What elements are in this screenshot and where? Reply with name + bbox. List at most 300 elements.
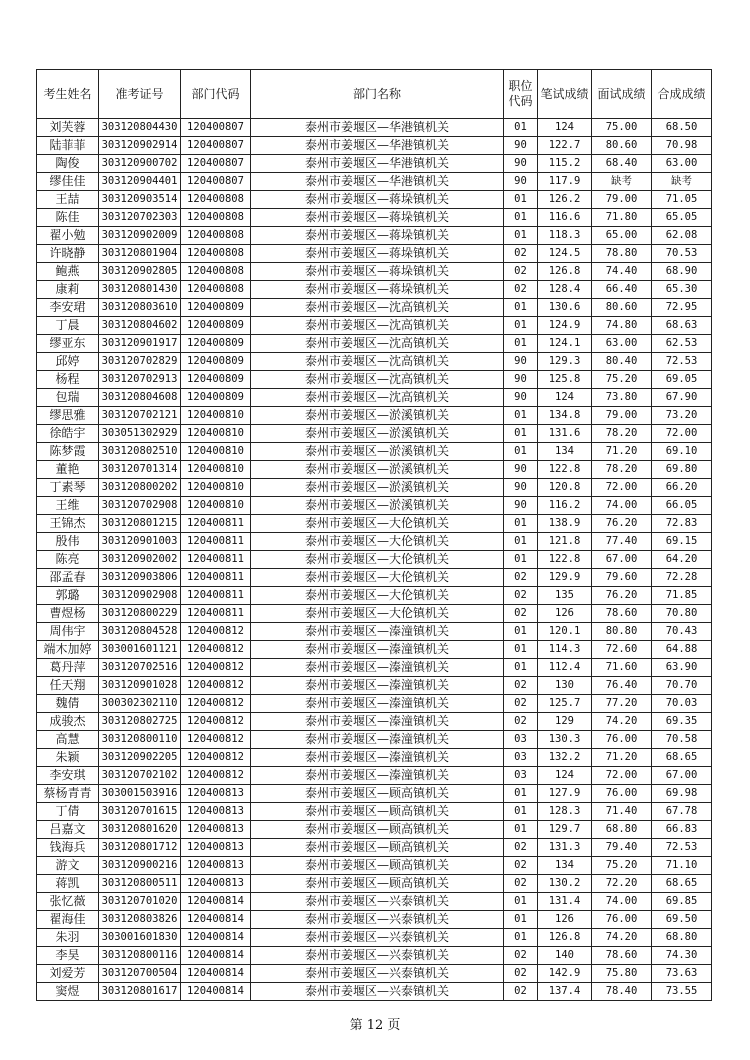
score-table-container	[36, 69, 712, 1001]
cell-position-code: 90	[504, 137, 538, 155]
cell-dept-name: 泰州市姜堰区—溱潼镇机关	[251, 641, 504, 659]
cell-written-score: 129	[538, 713, 592, 731]
cell-dept-code: 120400808	[181, 281, 251, 299]
table-row	[37, 587, 712, 605]
cell-written-score: 137.4	[538, 983, 592, 1001]
cell-position-code: 01	[504, 659, 538, 677]
cell-written-score: 126.8	[538, 263, 592, 281]
cell-exam-id: 303120804430	[99, 119, 181, 137]
cell-dept-code: 120400809	[181, 353, 251, 371]
cell-total-score: 70.03	[652, 695, 712, 713]
cell-interview-score: 71.40	[592, 803, 652, 821]
cell-interview-score: 74.80	[592, 317, 652, 335]
cell-dept-name: 泰州市姜堰区—华港镇机关	[251, 137, 504, 155]
cell-exam-id: 303120800116	[99, 947, 181, 965]
cell-exam-id: 303120901917	[99, 335, 181, 353]
cell-written-score: 130.6	[538, 299, 592, 317]
cell-position-code: 02	[504, 569, 538, 587]
cell-total-score: 69.80	[652, 461, 712, 479]
cell-dept-name: 泰州市姜堰区—兴泰镇机关	[251, 965, 504, 983]
cell-name: 周伟宇	[37, 623, 99, 641]
cell-dept-code: 120400811	[181, 605, 251, 623]
cell-exam-id: 303120702913	[99, 371, 181, 389]
cell-dept-name: 泰州市姜堰区—大伦镇机关	[251, 551, 504, 569]
cell-dept-code: 120400807	[181, 173, 251, 191]
table-row	[37, 947, 712, 965]
table-row	[37, 731, 712, 749]
table-row	[37, 299, 712, 317]
cell-dept-name: 泰州市姜堰区—溱潼镇机关	[251, 695, 504, 713]
cell-exam-id: 303120702516	[99, 659, 181, 677]
cell-written-score: 112.4	[538, 659, 592, 677]
cell-exam-id: 303120801215	[99, 515, 181, 533]
cell-position-code: 90	[504, 155, 538, 173]
cell-position-code: 01	[504, 191, 538, 209]
cell-total-score: 69.05	[652, 371, 712, 389]
cell-position-code: 90	[504, 353, 538, 371]
table-row	[37, 857, 712, 875]
cell-written-score: 142.9	[538, 965, 592, 983]
table-row	[37, 119, 712, 137]
cell-total-score: 69.35	[652, 713, 712, 731]
cell-written-score: 126	[538, 605, 592, 623]
cell-name: 张忆薇	[37, 893, 99, 911]
cell-interview-score: 63.00	[592, 335, 652, 353]
cell-name: 李安珺	[37, 299, 99, 317]
cell-exam-id: 303120903514	[99, 191, 181, 209]
cell-dept-code: 120400813	[181, 875, 251, 893]
table-row	[37, 533, 712, 551]
cell-total-score: 64.88	[652, 641, 712, 659]
cell-dept-name: 泰州市姜堰区—华港镇机关	[251, 155, 504, 173]
cell-total-score: 72.28	[652, 569, 712, 587]
table-row	[37, 191, 712, 209]
cell-dept-name: 泰州市姜堰区—溱潼镇机关	[251, 767, 504, 785]
cell-name: 邵孟春	[37, 569, 99, 587]
cell-dept-code: 120400812	[181, 677, 251, 695]
table-row	[37, 155, 712, 173]
cell-interview-score: 80.80	[592, 623, 652, 641]
cell-interview-score: 76.20	[592, 515, 652, 533]
cell-dept-code: 120400812	[181, 623, 251, 641]
cell-position-code: 01	[504, 317, 538, 335]
table-row	[37, 425, 712, 443]
cell-name: 杨程	[37, 371, 99, 389]
cell-name: 董艳	[37, 461, 99, 479]
cell-position-code: 01	[504, 551, 538, 569]
cell-written-score: 114.3	[538, 641, 592, 659]
cell-interview-score: 78.60	[592, 947, 652, 965]
cell-name: 陆菲菲	[37, 137, 99, 155]
cell-total-score: 69.85	[652, 893, 712, 911]
cell-total-score: 67.90	[652, 389, 712, 407]
cell-position-code: 01	[504, 911, 538, 929]
cell-interview-score: 73.80	[592, 389, 652, 407]
cell-dept-code: 120400812	[181, 713, 251, 731]
table-row	[37, 785, 712, 803]
cell-dept-code: 120400812	[181, 731, 251, 749]
table-row	[37, 335, 712, 353]
cell-dept-name: 泰州市姜堰区—顾高镇机关	[251, 839, 504, 857]
cell-written-score: 126	[538, 911, 592, 929]
cell-interview-score: 65.00	[592, 227, 652, 245]
cell-written-score: 129.9	[538, 569, 592, 587]
cell-interview-score: 78.80	[592, 245, 652, 263]
cell-dept-name: 泰州市姜堰区—淤溪镇机关	[251, 461, 504, 479]
cell-interview-score: 78.40	[592, 983, 652, 1001]
cell-exam-id: 303120901003	[99, 533, 181, 551]
cell-dept-code: 120400813	[181, 785, 251, 803]
cell-dept-code: 120400812	[181, 695, 251, 713]
cell-dept-name: 泰州市姜堰区—顾高镇机关	[251, 821, 504, 839]
cell-name: 曹煜杨	[37, 605, 99, 623]
cell-dept-code: 120400813	[181, 821, 251, 839]
header-name: 考生姓名	[37, 70, 99, 119]
cell-total-score: 70.98	[652, 137, 712, 155]
cell-name: 钱海兵	[37, 839, 99, 857]
cell-dept-code: 120400807	[181, 137, 251, 155]
table-row	[37, 569, 712, 587]
cell-interview-score: 66.40	[592, 281, 652, 299]
cell-position-code: 01	[504, 623, 538, 641]
cell-dept-name: 泰州市姜堰区—淤溪镇机关	[251, 425, 504, 443]
cell-name: 陈亮	[37, 551, 99, 569]
cell-dept-code: 120400812	[181, 641, 251, 659]
table-row	[37, 263, 712, 281]
cell-name: 徐皓宇	[37, 425, 99, 443]
cell-written-score: 131.3	[538, 839, 592, 857]
cell-written-score: 124	[538, 389, 592, 407]
cell-name: 刘爱芳	[37, 965, 99, 983]
cell-written-score: 135	[538, 587, 592, 605]
cell-position-code: 03	[504, 749, 538, 767]
cell-total-score: 65.30	[652, 281, 712, 299]
cell-exam-id: 303120902205	[99, 749, 181, 767]
cell-written-score: 122.8	[538, 461, 592, 479]
cell-interview-score: 72.20	[592, 875, 652, 893]
cell-total-score: 66.20	[652, 479, 712, 497]
cell-dept-code: 120400808	[181, 263, 251, 281]
table-row	[37, 389, 712, 407]
cell-dept-name: 泰州市姜堰区—溱潼镇机关	[251, 713, 504, 731]
cell-exam-id: 303120701314	[99, 461, 181, 479]
cell-total-score: 73.63	[652, 965, 712, 983]
cell-name: 缪思雅	[37, 407, 99, 425]
cell-name: 包瑞	[37, 389, 99, 407]
cell-written-score: 130	[538, 677, 592, 695]
page-number: 第 12 页	[349, 1018, 401, 1033]
cell-interview-score: 72.00	[592, 767, 652, 785]
cell-total-score: 68.63	[652, 317, 712, 335]
cell-written-score: 125.7	[538, 695, 592, 713]
cell-interview-score: 71.80	[592, 209, 652, 227]
cell-dept-code: 120400808	[181, 245, 251, 263]
cell-total-score: 73.20	[652, 407, 712, 425]
table-row	[37, 551, 712, 569]
cell-written-score: 120.1	[538, 623, 592, 641]
cell-dept-code: 120400809	[181, 299, 251, 317]
cell-dept-code: 120400814	[181, 983, 251, 1001]
cell-interview-score: 78.20	[592, 461, 652, 479]
cell-dept-code: 120400814	[181, 965, 251, 983]
cell-dept-name: 泰州市姜堰区—兴泰镇机关	[251, 929, 504, 947]
cell-name: 李昊	[37, 947, 99, 965]
cell-name: 许晓静	[37, 245, 99, 263]
cell-exam-id: 303120801430	[99, 281, 181, 299]
cell-exam-id: 300302302110	[99, 695, 181, 713]
cell-dept-name: 泰州市姜堰区—沈高镇机关	[251, 299, 504, 317]
cell-exam-id: 303001601830	[99, 929, 181, 947]
cell-interview-score: 77.40	[592, 533, 652, 551]
cell-position-code: 02	[504, 263, 538, 281]
cell-position-code: 02	[504, 857, 538, 875]
cell-written-score: 116.2	[538, 497, 592, 515]
cell-interview-score: 74.40	[592, 263, 652, 281]
cell-position-code: 01	[504, 533, 538, 551]
cell-position-code: 90	[504, 389, 538, 407]
cell-position-code: 02	[504, 965, 538, 983]
table-row	[37, 227, 712, 245]
cell-interview-score: 79.00	[592, 407, 652, 425]
cell-interview-score: 76.00	[592, 731, 652, 749]
cell-interview-score: 76.00	[592, 911, 652, 929]
table-row	[37, 371, 712, 389]
cell-interview-score: 78.60	[592, 605, 652, 623]
cell-interview-score: 71.20	[592, 443, 652, 461]
cell-total-score: 74.30	[652, 947, 712, 965]
cell-total-score: 66.05	[652, 497, 712, 515]
cell-position-code: 03	[504, 767, 538, 785]
cell-written-score: 134.8	[538, 407, 592, 425]
cell-total-score: 67.78	[652, 803, 712, 821]
cell-total-score: 62.08	[652, 227, 712, 245]
cell-position-code: 01	[504, 929, 538, 947]
cell-dept-name: 泰州市姜堰区—蒋垛镇机关	[251, 263, 504, 281]
cell-total-score: 68.90	[652, 263, 712, 281]
cell-name: 丁倩	[37, 803, 99, 821]
cell-dept-name: 泰州市姜堰区—溱潼镇机关	[251, 659, 504, 677]
cell-exam-id: 303120902908	[99, 587, 181, 605]
table-row	[37, 281, 712, 299]
cell-exam-id: 303120902009	[99, 227, 181, 245]
cell-name: 陈梦霞	[37, 443, 99, 461]
cell-exam-id: 303120800202	[99, 479, 181, 497]
cell-position-code: 01	[504, 425, 538, 443]
cell-name: 陶俊	[37, 155, 99, 173]
cell-interview-score: 80.40	[592, 353, 652, 371]
cell-interview-score: 78.20	[592, 425, 652, 443]
cell-position-code: 01	[504, 893, 538, 911]
cell-name: 蒋凯	[37, 875, 99, 893]
cell-dept-code: 120400810	[181, 425, 251, 443]
cell-total-score: 70.53	[652, 245, 712, 263]
cell-name: 魏倩	[37, 695, 99, 713]
cell-total-score: 70.43	[652, 623, 712, 641]
table-row	[37, 749, 712, 767]
table-row	[37, 209, 712, 227]
cell-name: 郭璐	[37, 587, 99, 605]
cell-name: 康莉	[37, 281, 99, 299]
cell-position-code: 02	[504, 839, 538, 857]
cell-total-score: 68.65	[652, 875, 712, 893]
cell-written-score: 126.2	[538, 191, 592, 209]
cell-exam-id: 303120902805	[99, 263, 181, 281]
cell-position-code: 02	[504, 281, 538, 299]
cell-interview-score: 72.60	[592, 641, 652, 659]
cell-dept-code: 120400812	[181, 767, 251, 785]
cell-dept-name: 泰州市姜堰区—顾高镇机关	[251, 785, 504, 803]
cell-dept-name: 泰州市姜堰区—顾高镇机关	[251, 875, 504, 893]
header-written-score: 笔试成绩	[538, 70, 592, 119]
cell-written-score: 138.9	[538, 515, 592, 533]
cell-written-score: 128.4	[538, 281, 592, 299]
cell-position-code: 90	[504, 461, 538, 479]
cell-interview-score: 71.60	[592, 659, 652, 677]
cell-dept-code: 120400811	[181, 551, 251, 569]
cell-interview-score: 75.80	[592, 965, 652, 983]
cell-interview-score: 77.20	[592, 695, 652, 713]
cell-position-code: 01	[504, 335, 538, 353]
cell-exam-id: 303120702829	[99, 353, 181, 371]
cell-written-score: 140	[538, 947, 592, 965]
cell-dept-code: 120400810	[181, 407, 251, 425]
cell-name: 游文	[37, 857, 99, 875]
cell-name: 刘芙蓉	[37, 119, 99, 137]
cell-dept-code: 120400810	[181, 497, 251, 515]
cell-position-code: 02	[504, 587, 538, 605]
cell-written-score: 126.8	[538, 929, 592, 947]
cell-written-score: 131.4	[538, 893, 592, 911]
cell-written-score: 129.7	[538, 821, 592, 839]
cell-name: 邱婷	[37, 353, 99, 371]
cell-total-score: 71.10	[652, 857, 712, 875]
cell-dept-name: 泰州市姜堰区—溱潼镇机关	[251, 677, 504, 695]
cell-dept-name: 泰州市姜堰区—溱潼镇机关	[251, 749, 504, 767]
cell-name: 缪亚东	[37, 335, 99, 353]
cell-exam-id: 303120901028	[99, 677, 181, 695]
cell-position-code: 90	[504, 371, 538, 389]
cell-name: 朱羽	[37, 929, 99, 947]
cell-written-score: 129.3	[538, 353, 592, 371]
cell-interview-score: 75.20	[592, 371, 652, 389]
cell-dept-name: 泰州市姜堰区—沈高镇机关	[251, 389, 504, 407]
cell-name: 陈佳	[37, 209, 99, 227]
cell-written-score: 116.6	[538, 209, 592, 227]
cell-dept-name: 泰州市姜堰区—蒋垛镇机关	[251, 191, 504, 209]
cell-name: 蔡杨青青	[37, 785, 99, 803]
cell-dept-code: 120400814	[181, 893, 251, 911]
cell-name: 朱颖	[37, 749, 99, 767]
cell-written-score: 122.7	[538, 137, 592, 155]
cell-interview-score: 68.80	[592, 821, 652, 839]
cell-total-score: 72.83	[652, 515, 712, 533]
cell-position-code: 01	[504, 443, 538, 461]
cell-dept-name: 泰州市姜堰区—兴泰镇机关	[251, 983, 504, 1001]
table-row	[37, 713, 712, 731]
cell-dept-name: 泰州市姜堰区—华港镇机关	[251, 173, 504, 191]
cell-interview-score: 74.00	[592, 497, 652, 515]
cell-written-score: 125.8	[538, 371, 592, 389]
cell-name: 李安琪	[37, 767, 99, 785]
cell-written-score: 124.1	[538, 335, 592, 353]
cell-position-code: 01	[504, 407, 538, 425]
cell-total-score: 66.83	[652, 821, 712, 839]
cell-exam-id: 303120902914	[99, 137, 181, 155]
cell-dept-code: 120400812	[181, 659, 251, 677]
cell-position-code: 02	[504, 875, 538, 893]
cell-name: 缪佳佳	[37, 173, 99, 191]
cell-written-score: 130.2	[538, 875, 592, 893]
cell-name: 鲍燕	[37, 263, 99, 281]
cell-dept-name: 泰州市姜堰区—沈高镇机关	[251, 371, 504, 389]
cell-exam-id: 303120702102	[99, 767, 181, 785]
cell-exam-id: 303120801620	[99, 821, 181, 839]
cell-name: 高慧	[37, 731, 99, 749]
cell-interview-score: 74.20	[592, 713, 652, 731]
cell-dept-code: 120400807	[181, 119, 251, 137]
table-row	[37, 317, 712, 335]
cell-exam-id: 303001503916	[99, 785, 181, 803]
cell-written-score: 134	[538, 443, 592, 461]
cell-total-score: 68.65	[652, 749, 712, 767]
cell-dept-code: 120400808	[181, 209, 251, 227]
cell-position-code: 02	[504, 983, 538, 1001]
cell-written-score: 124.5	[538, 245, 592, 263]
cell-exam-id: 303120700504	[99, 965, 181, 983]
table-row	[37, 173, 712, 191]
cell-written-score: 134	[538, 857, 592, 875]
table-row	[37, 911, 712, 929]
cell-name: 吕嘉文	[37, 821, 99, 839]
cell-dept-code: 120400810	[181, 479, 251, 497]
cell-interview-score: 72.00	[592, 479, 652, 497]
cell-written-score: 117.9	[538, 173, 592, 191]
cell-position-code: 01	[504, 515, 538, 533]
cell-dept-name: 泰州市姜堰区—溱潼镇机关	[251, 623, 504, 641]
cell-exam-id: 303120701615	[99, 803, 181, 821]
cell-dept-code: 120400811	[181, 515, 251, 533]
cell-position-code: 01	[504, 821, 538, 839]
cell-total-score: 67.00	[652, 767, 712, 785]
cell-dept-name: 泰州市姜堰区—大伦镇机关	[251, 515, 504, 533]
cell-dept-code: 120400813	[181, 857, 251, 875]
cell-dept-name: 泰州市姜堰区—沈高镇机关	[251, 317, 504, 335]
cell-dept-name: 泰州市姜堰区—蒋垛镇机关	[251, 209, 504, 227]
cell-total-score: 69.15	[652, 533, 712, 551]
cell-total-score: 70.58	[652, 731, 712, 749]
table-row	[37, 641, 712, 659]
cell-written-score: 115.2	[538, 155, 592, 173]
cell-dept-code: 120400808	[181, 227, 251, 245]
cell-exam-id: 303120702908	[99, 497, 181, 515]
cell-position-code: 02	[504, 713, 538, 731]
cell-total-score: 69.10	[652, 443, 712, 461]
cell-exam-id: 303001601121	[99, 641, 181, 659]
cell-exam-id: 303120800511	[99, 875, 181, 893]
header-exam-id: 准考证号	[99, 70, 181, 119]
table-row	[37, 353, 712, 371]
table-row	[37, 623, 712, 641]
cell-dept-code: 120400808	[181, 191, 251, 209]
cell-dept-code: 120400813	[181, 803, 251, 821]
cell-position-code: 01	[504, 119, 538, 137]
cell-exam-id: 303051302929	[99, 425, 181, 443]
cell-dept-code: 120400814	[181, 947, 251, 965]
cell-dept-name: 泰州市姜堰区—大伦镇机关	[251, 533, 504, 551]
table-row	[37, 137, 712, 155]
cell-exam-id: 303120903806	[99, 569, 181, 587]
table-body	[37, 119, 712, 1001]
